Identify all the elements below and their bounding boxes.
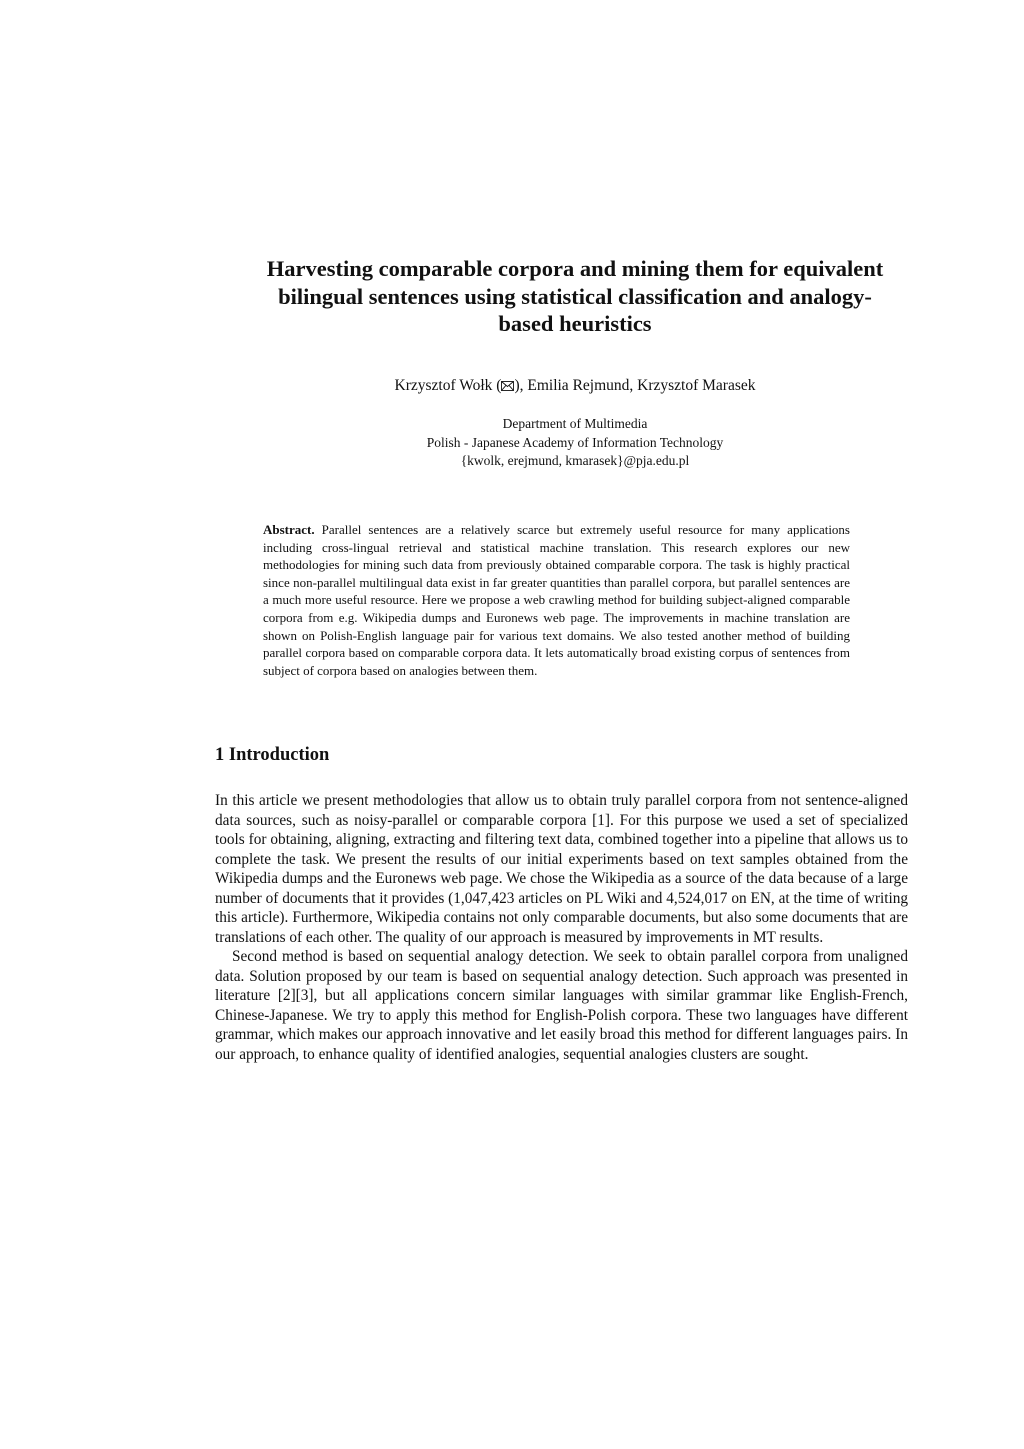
author-list [225, 376, 925, 396]
section-body-introduction [215, 791, 908, 1064]
paper-title [225, 255, 925, 338]
department: Department of Multimedia [502, 416, 648, 431]
title-line: based heuristics [498, 311, 652, 336]
abstract [263, 521, 850, 679]
title-line: Harvesting comparable corpora and mining them for equivalent [266, 256, 884, 281]
title-line: bilingual sentences using statistical classification and analogy- [278, 283, 872, 309]
abstract-text: Parallel sentences are a relatively scarce but extremely useful resource for many applications including cross-lingual retrieval and statistical machine translation. This research explores our new methodologies for mining such data from previously obtained comparable corpora. The task is highly practical since non-parallel multilingual data exist in far greater quantities than parallel corpora, but parallel sentences are a much more useful resource. Here we propose a web crawling method for building subject-aligned comparable corpora from e.g. Wikipedia dumps and Euronews web page. The improvements in machine translation are shown on Polish-English language pair for various text domains. We also tested another method of building parallel corpora based on comparable corpora data. It lets automatically broad existing corpus of sentences from subject of corpora based on analogies between them. [263, 522, 850, 678]
paragraph: Second method is based on sequential analogy detection. We seek to obtain parallel corpora from unaligned data. Solution proposed by our team is based on sequential analogy detection. Such approach was presented in literature [2][3], but all applications concern similar languages with similar grammar like English-French, Chinese-Japanese. We try to apply this method for English-Polish corpora. These two languages have different grammar, which makes our approach innovative and let easily broad this method for different languages pairs. In our approach, to enhance quality of identified analogies, sequential analogies clusters are sought. [215, 948, 908, 1063]
abstract-label: Abstract. [263, 522, 315, 537]
envelope-icon [501, 381, 514, 391]
section-heading-introduction: 1 Introduction [215, 745, 330, 765]
institution: Polish - Japanese Academy of Information Technology [426, 434, 724, 450]
paragraph: In this article we present methodologies that allow us to obtain truly parallel corpora from not sentence-aligned data sources, such as noisy-parallel or comparable corpora [1]. For this purpose we used a set of specialized tools for obtaining, aligning, extracting and filtering text data, combined together into a pipeline that allows us to complete the task. We present the results of our initial experiments based on text samples obtained from the Wikipedia dumps and the Euronews web page. We chose the Wikipedia as a source of the data because of a large number of documents that it provides (1,047,423 articles on PL Wiki and 4,524,017 on EN, at the time of writing this article). Furthermore, Wikipedia contains not only comparable documents, but also some documents that are translations of each other. The quality of our approach is measured by improvements in MT results. [215, 792, 908, 946]
affiliation [225, 415, 925, 471]
author-emails: {kwolk, erejmund, kmarasek}@pja.edu.pl [460, 453, 690, 468]
author-first-prefix: Krzysztof Wołk ( [394, 377, 502, 394]
author-rest: ), Emilia Rejmund, Krzysztof Marasek [514, 377, 756, 394]
